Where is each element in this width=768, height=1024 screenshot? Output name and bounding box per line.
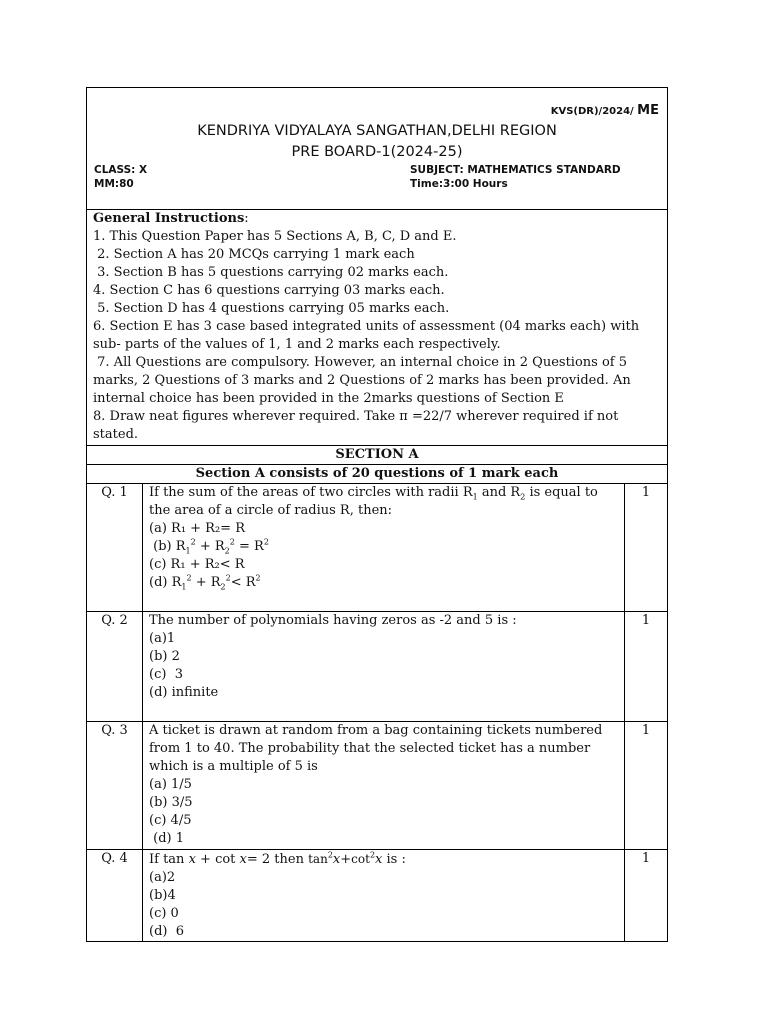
question-stem: A ticket is drawn at random from a bag containing tickets numbered from 1 to 40. The probability that the selected ticket has a number which is a multiple of 5 is	[149, 723, 603, 774]
option: (d) infinite	[149, 685, 219, 700]
paper-frame	[86, 87, 668, 484]
paper-header	[87, 88, 667, 210]
question-number: Q. 3	[87, 722, 143, 850]
exam-title: PRE BOARD-1(2024-25)	[291, 144, 463, 160]
question-number: Q. 2	[87, 612, 143, 722]
q1-opt-d-part: < R	[230, 575, 256, 590]
q1-opt-b-part: + R	[195, 539, 225, 554]
instruction-line: 4. Section C has 6 questions carrying 03 marks each.	[93, 283, 445, 298]
general-instructions	[87, 210, 667, 446]
instruction-line: 8. Draw neat figures wherever required. Take π =22/7 wherever required if not stated.	[93, 409, 619, 442]
option: (b) 2	[149, 649, 180, 664]
option: (b)4	[149, 888, 176, 903]
time-label: Time:3:00 Hours	[410, 178, 508, 190]
q1-sub: 2	[520, 492, 526, 502]
q4-var: x	[188, 852, 196, 867]
question-row	[87, 722, 668, 850]
q4-stem-part: If tan	[149, 852, 189, 867]
section-title: SECTION A	[87, 446, 667, 465]
question-text	[143, 612, 625, 722]
subject-label: SUBJECT: MATHEMATICS STANDARD	[410, 164, 621, 176]
option: (a) R₁ + R₂= R	[149, 521, 245, 536]
option: (d) 6	[149, 924, 185, 939]
instructions-title	[93, 210, 661, 228]
q4-stem-part: = 2 then	[246, 852, 309, 867]
question-row	[87, 850, 668, 942]
q1-sub: 1	[472, 492, 478, 502]
paper-code	[551, 103, 659, 118]
option: (c) 0	[149, 906, 179, 921]
question-marks: 1	[625, 612, 668, 722]
paper-code-prefix: KVS(DR)/2024/	[550, 106, 634, 117]
question-marks: 1	[625, 850, 668, 942]
q4-var: x	[239, 852, 247, 867]
q4-stem-part: is :	[382, 852, 406, 867]
q1-opt-d-part: + R	[191, 575, 221, 590]
option: (d) 1	[149, 831, 185, 846]
q4-var: x	[332, 852, 341, 867]
q1-sup: 2	[186, 573, 192, 583]
q4-fn: tan	[308, 852, 328, 866]
instruction-line: 6. Section E has 3 case based integrated units of assessment (04 marks each) with sub- parts of the values of 1, 1 and 2 marks each respectively.	[93, 319, 640, 352]
q1-opt-b-part: = R	[234, 539, 264, 554]
q1-sup: 2	[190, 537, 196, 547]
option: (a)1	[149, 631, 176, 646]
option: (c) 4/5	[149, 813, 192, 828]
question-text	[143, 484, 625, 612]
option	[149, 538, 620, 556]
question-stem: The number of polynomials having zeros as -2 and 5 is :	[149, 613, 517, 628]
q1-opt-d-part: (d) R	[149, 575, 182, 590]
q4-var: x	[375, 852, 383, 867]
q1-sup: 2	[225, 573, 231, 583]
paper-code-suffix: ME	[637, 103, 659, 118]
option	[149, 574, 620, 592]
instruction-line: 3. Section B has 5 questions carrying 02 marks each.	[93, 265, 449, 280]
option: (c) 3	[149, 667, 183, 682]
q4-fn: cot	[351, 852, 370, 866]
q4-stem-part: +	[340, 852, 352, 867]
question-text	[143, 722, 625, 850]
question-number: Q. 4	[87, 850, 143, 942]
q1-sup: 2	[263, 537, 269, 547]
question-row	[87, 484, 668, 612]
q1-sup: 2	[255, 573, 261, 583]
q4-stem-part: + cot	[195, 852, 240, 867]
instruction-line: 7. All Questions are compulsory. However, an internal choice in 2 Questions of 5 marks, 2 Questions of 3 marks and 2 Questions of 2 marks has been provided. An internal choice has been provided in the 2marks questions of Section E	[93, 355, 635, 406]
question-row	[87, 612, 668, 722]
section-subtitle: Section A consists of 20 questions of 1 mark each	[195, 466, 559, 481]
question-paper	[86, 87, 668, 942]
instruction-line: 5. Section D has 4 questions carrying 05 marks each.	[93, 301, 450, 316]
q1-stem-part: and R	[477, 485, 521, 500]
option: (b) 3/5	[149, 795, 193, 810]
instruction-line: 2. Section A has 20 MCQs carrying 1 mark each	[93, 247, 415, 262]
question-stem	[149, 850, 620, 869]
class-label: CLASS: X	[94, 164, 148, 176]
question-text	[143, 850, 625, 942]
option: (c) R₁ + R₂< R	[149, 557, 245, 572]
q1-sub: 1	[185, 546, 191, 556]
question-marks: 1	[625, 484, 668, 612]
question-marks: 1	[625, 722, 668, 850]
instruction-line: 1. This Question Paper has 5 Sections A, B, C, D and E.	[93, 229, 457, 244]
instructions-title-text: General Instructions	[93, 211, 245, 226]
option: (a)2	[149, 870, 176, 885]
q1-sub: 1	[181, 582, 187, 592]
instructions-title-colon: :	[244, 211, 249, 226]
max-marks-label: MM:80	[94, 178, 134, 190]
question-stem	[149, 484, 620, 520]
q1-stem-part: If the sum of the areas of two circles with radii R	[149, 485, 473, 500]
q4-sup: 2	[369, 850, 376, 860]
questions-table	[86, 483, 668, 942]
org-title: KENDRIYA VIDYALAYA SANGATHAN,DELHI REGION	[197, 123, 557, 139]
q1-sub: 2	[220, 582, 226, 592]
q4-sup: 2	[327, 850, 333, 860]
option: (a) 1/5	[149, 777, 192, 792]
q1-sup: 2	[229, 537, 235, 547]
question-number: Q. 1	[87, 484, 143, 612]
q1-stem-part: is equal to the area of a circle of radius R, then:	[149, 485, 598, 518]
q1-sub: 2	[224, 546, 230, 556]
q1-opt-b-part: (b) R	[149, 539, 186, 554]
